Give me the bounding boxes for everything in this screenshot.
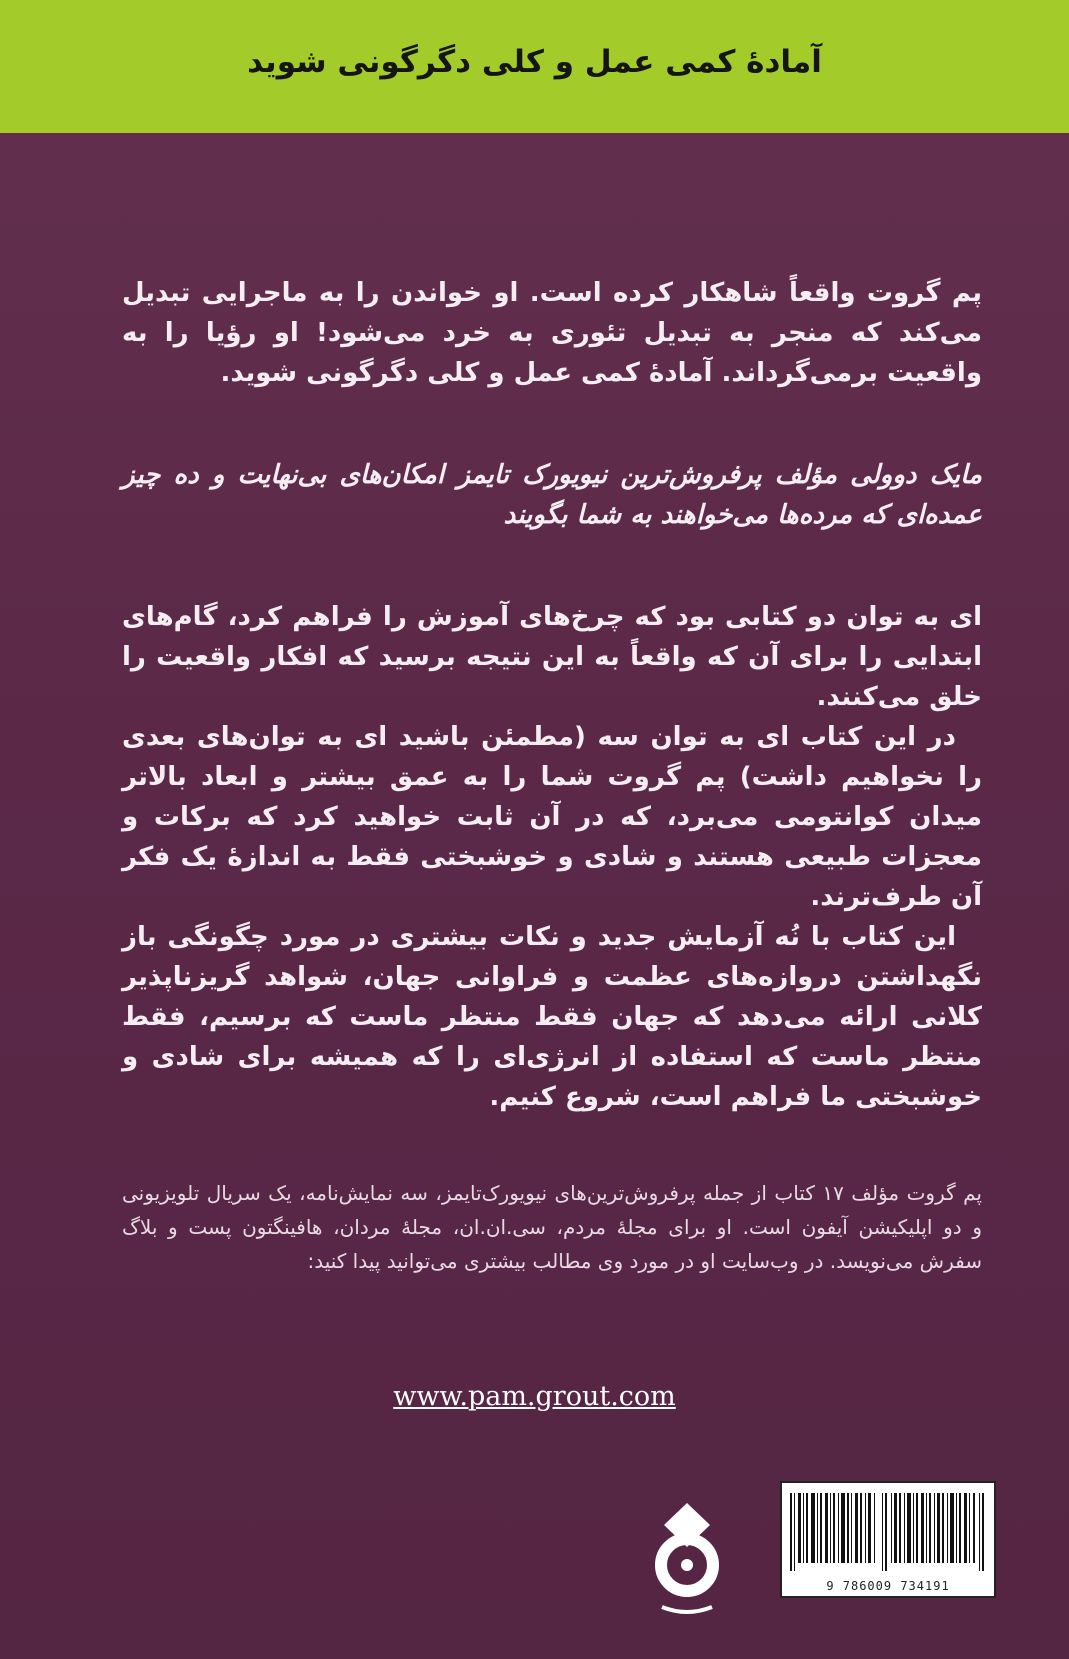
isbn-barcode xyxy=(780,1481,996,1598)
book-description xyxy=(122,597,982,1117)
description-paragraph-1: ای به توان دو کتابی بود که چرخ‌های آموزش را فراهم کرد، گام‌های ابتدایی را برای آن که واقعاً به این نتیجه برسید که افکار واقعیت را خلق می‌کنند. xyxy=(122,602,982,712)
publisher-logo-icon xyxy=(650,1495,725,1635)
banner-title: آمادهٔ کمی عمل و کلی دگرگونی شوید xyxy=(247,43,822,80)
top-banner xyxy=(0,0,1069,133)
website-link[interactable]: www.pam.grout.com xyxy=(393,1381,676,1412)
isbn-number: 9 786009 734191 xyxy=(826,1579,950,1593)
description-paragraph-2: در این کتاب ای به توان سه (مطمئن باشید ای به توان‌های بعدی را نخواهیم داشت) پم گروت شما را به عمق بیشتر و ابعاد بالاتر میدان کوانتومی می‌برد، که در آن ثابت خواهید کرد که برکات و معجزات طبیعی هستند و شادی و خوشبختی فقط به اندازهٔ یک فکر آن طرف‌ترند. xyxy=(122,722,982,912)
endorsement-credit: مایک دوولی مؤلف پرفروش‌ترین نیویورک تایمز امکان‌های بی‌نهایت و ده چیز عمده‌ای که مرده‌ها می‌خواهند به شما بگویند xyxy=(122,460,982,530)
description-paragraph-3: این کتاب با نُه آزمایش جدید و نکات بیشتری در مورد چگونگی باز نگهداشتن دروازه‌های عظمت و فراوانی جهان، شواهد گریزناپذیر کلانی ارائه می‌دهد که جهان فقط منتظر ماست که برسیم، فقط منتظر ماست که استفاده از انرژی‌ای را که همیشه برای شادی و خوشبختی ما فراهم است، شروع کنیم. xyxy=(122,922,982,1112)
author-bio: پم گروت مؤلف ۱۷ کتاب از جمله پرفروش‌ترین‌های نیویورک‌تایمز، سه نمایش‌نامه، یک سریال تلویزیونی و دو اپلیکیشن آیفون است. او برای مجلهٔ مردم، سی.ان.ان، مجلهٔ مردان، هافینگتون پست و بلاگ سفرش می‌نویسد. در وب‌سایت او در مورد وی مطالب بیشتری می‌توانید پیدا کنید: xyxy=(122,1181,982,1273)
endorsement-quote: پم گروت واقعاً شاهکار کرده است. او خواندن را به ماجرایی تبدیل می‌کند که منجر به تبدیل تئوری به خرد می‌شود! او رؤیا را به واقعیت برمی‌گرداند. آمادهٔ کمی عمل و کلی دگرگونی شوید. xyxy=(122,278,982,388)
